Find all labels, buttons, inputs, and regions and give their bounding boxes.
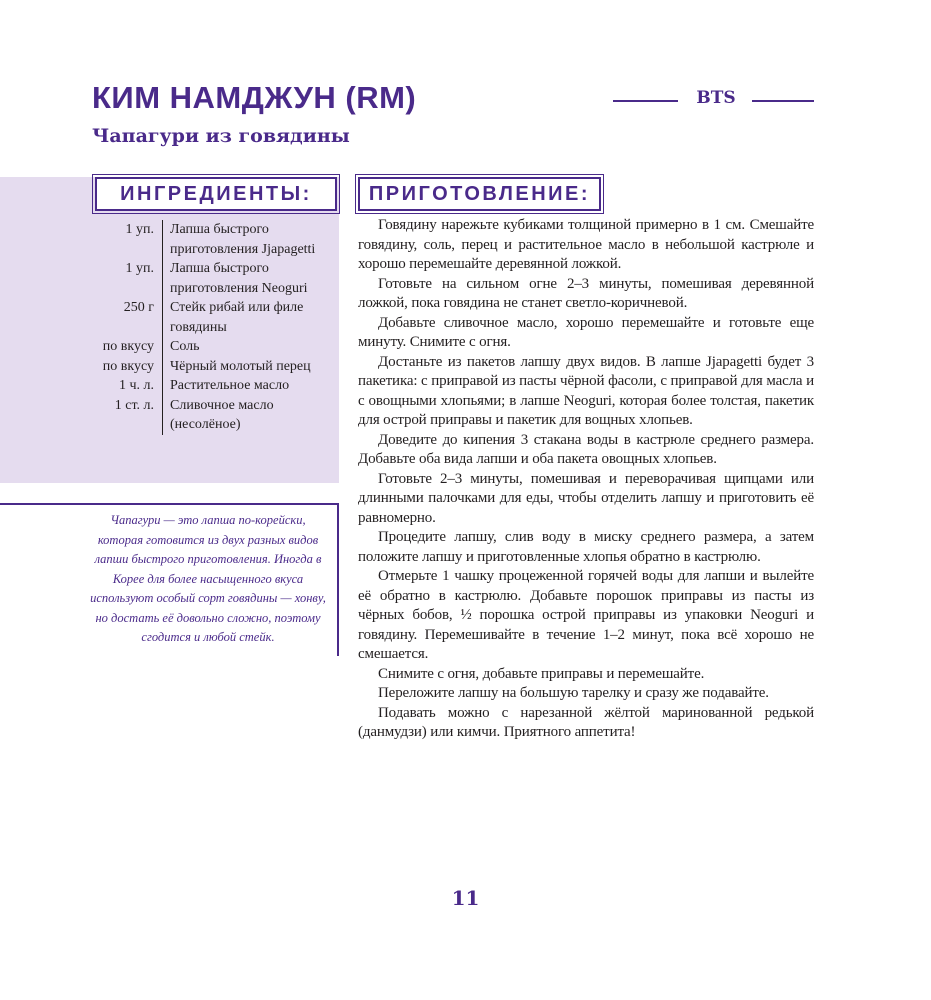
ingredient-row [0, 357, 339, 377]
recipe-note: Чапагури — это лапша по-корейски, которая готовится из двух разных видов лапши быстрого приготовления. Иногда в Корее для более насыщенного вкуса используют особый сорт говядины — хонву, но достать её довольно сложно, поэтому сгодится и любой стейк. [90, 513, 326, 644]
preparation-step: Отмерьте 1 чашку процеженной горячей воды для лапши и вылейте её обратно в кастрюлю. Добавьте порошок приправы из пасты из чёрных бобов, ½ порошка острой приправы из упаковки Neoguri и говядину. Перемешивайте в течение 1–2 минут, пока всё хорошо не смешается. [358, 568, 814, 662]
ingredient-row [0, 376, 339, 396]
ingredient-row [0, 220, 339, 259]
ingredient-quantity: по вкусу [102, 339, 154, 354]
preparation-step: Добавьте сливочное масло, хорошо перемешайте и готовьте еще минуту. Снимите с огня. [358, 314, 814, 350]
ingredient-quantity: 1 ч. л. [118, 378, 154, 393]
ingredient-name: Лапша быстрого приготовления Jjapagetti [162, 220, 339, 259]
ingredients-heading: ИНГРЕДИЕНТЫ: [95, 177, 337, 211]
page-title: КИМ НАМДЖУН (RM) [92, 80, 417, 115]
note-side-rule [337, 505, 339, 656]
preparation-step: Говядину нарежьте кубиками толщиной примерно в 1 см. Смешайте говядину, соль, перец и растительное масло в небольшой кастрюле и хорошо перемешайте деревянной ложкой. [358, 217, 814, 272]
band-label: BTS [696, 88, 736, 108]
ingredient-row [0, 396, 339, 435]
ingredient-quantity: 1 ст. л. [114, 397, 154, 413]
note-divider [0, 503, 339, 505]
ingredient-row [0, 259, 339, 298]
preparation-step: Снимите с огня, добавьте приправы и перемешайте. [378, 665, 705, 682]
ingredient-row [0, 337, 339, 357]
preparation-step: Переложите лапшу на большую тарелку и сразу же подавайте. [378, 685, 769, 701]
ingredient-quantity: по вкусу [102, 358, 154, 374]
ingredient-name: Стейк рибай или филе говядины [162, 298, 339, 337]
ingredient-name: Растительное масло [162, 376, 339, 396]
preparation-step: Доведите до кипения 3 стакана воды в кастрюле среднего размера. Добавьте оба вида лапши и оба пакета овощных хлопьев. [358, 431, 814, 467]
header-rule-left [613, 100, 678, 102]
ingredient-name: Соль [162, 337, 339, 357]
preparation-step: Готовьте 2–3 минуты, помешивая и переворачивая щипцами или длинными палочками для еды, чтобы отделить лапшу и приготовить её равномерно. [358, 470, 814, 526]
ingredient-quantity: 1 уп. [125, 222, 154, 237]
ingredient-name: Сливочное масло (несолёное) [162, 396, 339, 435]
page-number: 11 [451, 886, 480, 910]
preparation-step: Достаньте из пакетов лапшу двух видов. В лапше Jjapagetti будет 3 пакетика: с приправой из пасты чёрной фасоли, с приправой для масла и с овощными хлопьями; в лапше Neoguri, которая более толстая, пакетик для острой приправы и пакетик для вощных хлопьев. [358, 353, 814, 428]
preparation-step: Процедите лапшу, слив воду в миску среднего размера, а затем положите лапшу и приготовленные хлопья обратно в кастрюлю. [358, 529, 814, 565]
ingredient-name: Лапша быстрого приготовления Neoguri [162, 259, 339, 298]
ingredient-row [0, 298, 339, 337]
preparation-heading: ПРИГОТОВЛЕНИЕ: [358, 177, 601, 211]
preparation-step: Готовьте на сильном огне 2–3 минуты, помешивая деревянной ложкой, пока говядина не станет светло-коричневой. [358, 275, 814, 311]
preparation-steps [358, 216, 814, 743]
ingredient-quantity: 1 уп. [125, 261, 154, 276]
ingredient-name: Чёрный молотый перец [162, 357, 339, 377]
recipe-subtitle: Чапагури из говядины [92, 125, 350, 147]
ingredients-list [0, 220, 339, 435]
ingredient-quantity: 250 г [123, 300, 154, 315]
header-rule-right [752, 100, 814, 102]
preparation-step: Подавать можно с нарезанной жёлтой маринованной редькой (данмудзи) или кимчи. Приятного аппетита! [358, 704, 814, 740]
